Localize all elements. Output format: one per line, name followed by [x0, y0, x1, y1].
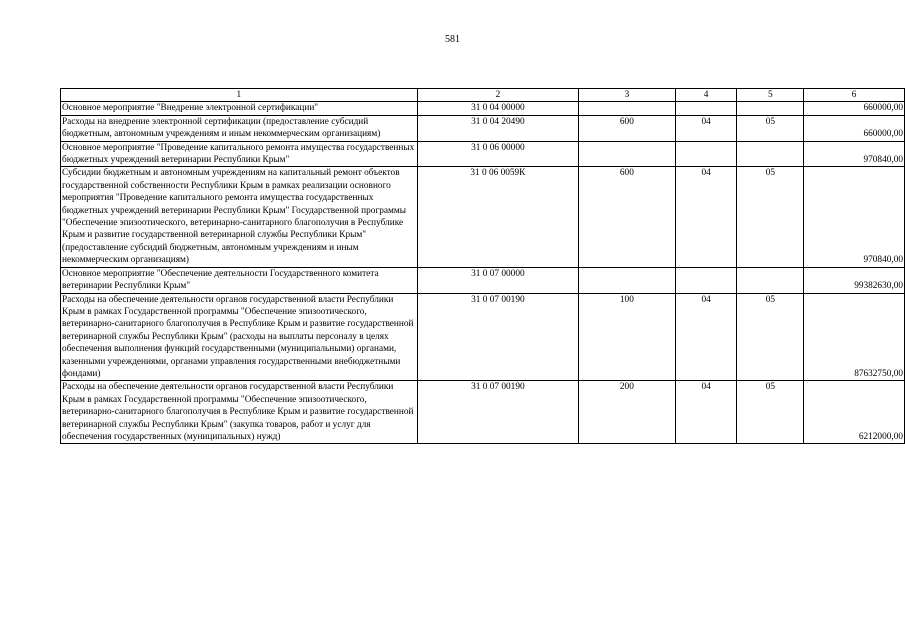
- row-amount: 87632750,00: [804, 293, 905, 381]
- row-subsection: 05: [737, 115, 804, 141]
- column-header: 4: [675, 89, 737, 102]
- table-row: [61, 102, 905, 115]
- row-section: [675, 141, 737, 167]
- row-section: 04: [675, 167, 737, 267]
- row-amount: 970840,00: [804, 141, 905, 167]
- row-type: [579, 267, 676, 293]
- row-code: 31 0 06 00000: [417, 141, 578, 167]
- row-amount: 660000,00: [804, 102, 905, 115]
- table-header-row: [61, 89, 905, 102]
- row-subsection: [737, 267, 804, 293]
- page-number: 581: [445, 34, 460, 45]
- row-name: Расходы на обеспечение деятельности органов государственной власти Республики Крым в рамках Государственной программы "Обеспечение эпизоотического, ветеринарно-санитарного благополучия в Республике Крым и развитие государственной ветеринарной службы Республики Крым" (расходы на выплаты персоналу в целях обеспечения выполнения функций государственными (муниципальными) органами, казенными учреждениями, органами управления государственными внебюджетными фондами): [61, 293, 418, 381]
- row-section: 04: [675, 381, 737, 444]
- table-row: [61, 293, 905, 381]
- row-amount: 660000,00: [804, 115, 905, 141]
- row-name: Субсидии бюджетным и автономным учреждениям на капитальный ремонт объектов государственной собственности Республики Крым в рамках реализации основного мероприятия "Проведение капитального ремонта имущества государственных бюджетных учреждений ветеринарии Республики Крым" Государственной программы "Обеспечение эпизоотического, ветеринарно-санитарного благополучия в Республике Крым и развитие государственной ветеринарной службы Республики Крым" (предоставление субсидий бюджетным, автономным учреждениям и иным некоммерческим организациям): [61, 167, 418, 267]
- row-amount: 99382630,00: [804, 267, 905, 293]
- table-row: [61, 381, 905, 444]
- row-type: 600: [579, 115, 676, 141]
- budget-table: [60, 88, 905, 444]
- row-type: [579, 102, 676, 115]
- row-type: [579, 141, 676, 167]
- row-code: 31 0 07 00000: [417, 267, 578, 293]
- row-subsection: [737, 102, 804, 115]
- row-type: 200: [579, 381, 676, 444]
- row-subsection: 05: [737, 293, 804, 381]
- row-amount: 6212000,00: [804, 381, 905, 444]
- row-section: [675, 102, 737, 115]
- row-section: [675, 267, 737, 293]
- column-header: 3: [579, 89, 676, 102]
- row-code: 31 0 04 00000: [417, 102, 578, 115]
- row-name: Расходы на обеспечение деятельности органов государственной власти Республики Крым в рамках Государственной программы "Обеспечение эпизоотического, ветеринарно-санитарного благополучия в Республике Крым и развитие государственной ветеринарной службы Республики Крым" (закупка товаров, работ и услуг для обеспечения государственных (муниципальных) нужд): [61, 381, 418, 444]
- column-header: 6: [804, 89, 905, 102]
- table-row: [61, 141, 905, 167]
- row-subsection: 05: [737, 167, 804, 267]
- table-row: [61, 167, 905, 267]
- row-subsection: [737, 141, 804, 167]
- row-type: 600: [579, 167, 676, 267]
- column-header: 2: [417, 89, 578, 102]
- row-type: 100: [579, 293, 676, 381]
- row-amount: 970840,00: [804, 167, 905, 267]
- table-row: [61, 115, 905, 141]
- table-row: [61, 267, 905, 293]
- row-code: 31 0 07 00190: [417, 293, 578, 381]
- row-name: Основное мероприятие "Проведение капитального ремонта имущества государственных бюджетных учреждений ветеринарии Республики Крым": [61, 141, 418, 167]
- row-code: 31 0 06 0059К: [417, 167, 578, 267]
- row-code: 31 0 07 00190: [417, 381, 578, 444]
- row-subsection: 05: [737, 381, 804, 444]
- row-name: Основное мероприятие "Внедрение электронной сертификации": [61, 102, 418, 115]
- row-section: 04: [675, 293, 737, 381]
- column-header: 5: [737, 89, 804, 102]
- row-code: 31 0 04 20490: [417, 115, 578, 141]
- column-header: 1: [61, 89, 418, 102]
- row-name: Расходы на внедрение электронной сертификации (предоставление субсидий бюджетным, автономным учреждениям и иным некоммерческим организациям): [61, 115, 418, 141]
- row-name: Основное мероприятие "Обеспечение деятельности Государственного комитета ветеринарии Республики Крым": [61, 267, 418, 293]
- row-section: 04: [675, 115, 737, 141]
